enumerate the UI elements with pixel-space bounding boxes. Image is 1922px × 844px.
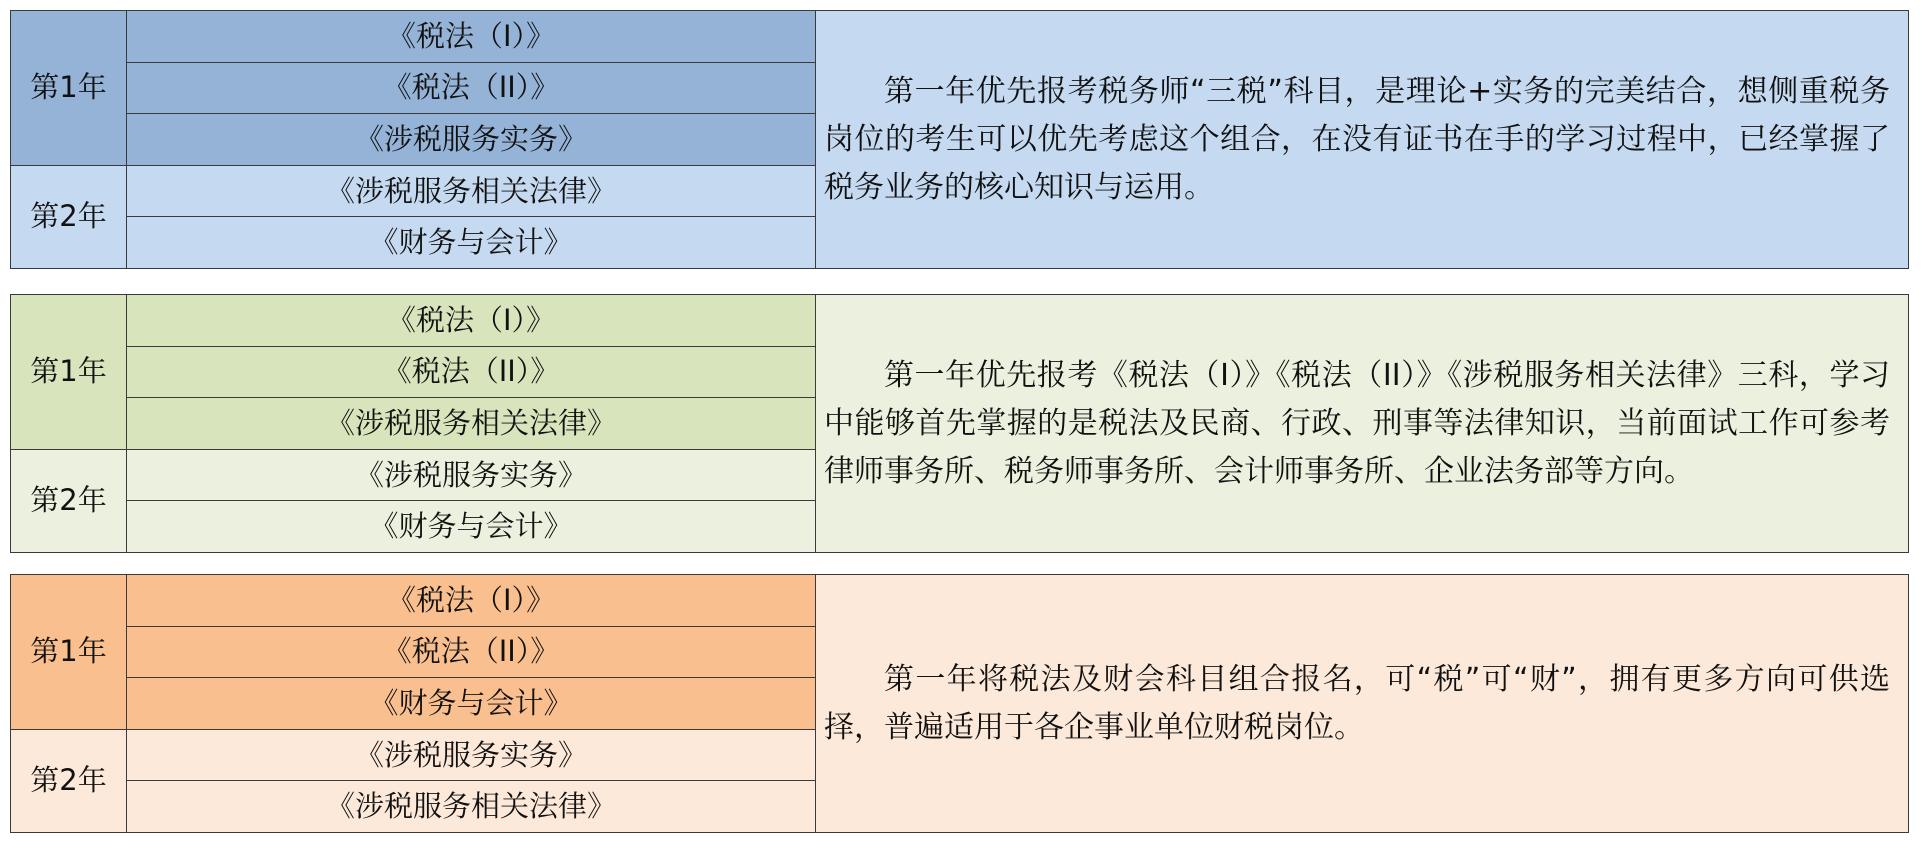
subject-cell: 《涉税服务相关法律》	[127, 781, 816, 833]
subject-cell: 《税法（II）》	[127, 626, 816, 678]
plan-table-1	[10, 10, 1909, 269]
year-1-label: 第1年	[11, 11, 127, 166]
year-1-label: 第1年	[11, 575, 127, 730]
plan-table-3	[10, 574, 1909, 833]
year-2-label: 第2年	[11, 729, 127, 832]
subject-cell: 《税法（I）》	[127, 295, 816, 347]
plan-description: 第一年优先报考《税法（I）》《税法（II）》《涉税服务相关法律》三科，学习中能够首先掌握的是税法及民商、行政、刑事等法律知识，当前面试工作可参考律师事务所、税务师事务所、会计师事务所、企业法务部等方向。	[816, 295, 1909, 553]
year-2-label: 第2年	[11, 165, 127, 268]
subject-cell: 《税法（I）》	[127, 575, 816, 627]
subject-cell: 《涉税服务实务》	[127, 729, 816, 781]
subject-cell: 《涉税服务实务》	[127, 114, 816, 166]
year-1-label: 第1年	[11, 295, 127, 450]
subject-cell: 《涉税服务实务》	[127, 449, 816, 501]
plan-description: 第一年将税法及财会科目组合报名，可“税”可“财”，拥有更多方向可供选择，普遍适用于各企事业单位财税岗位。	[816, 575, 1909, 833]
plan-table-2	[10, 294, 1909, 553]
subject-cell: 《涉税服务相关法律》	[127, 398, 816, 450]
subject-cell: 《涉税服务相关法律》	[127, 165, 816, 217]
subject-cell: 《税法（II）》	[127, 62, 816, 114]
year-2-label: 第2年	[11, 449, 127, 552]
subject-cell: 《税法（II）》	[127, 346, 816, 398]
subject-cell: 《税法（I）》	[127, 11, 816, 63]
subject-cell: 《财务与会计》	[127, 678, 816, 730]
subject-cell: 《财务与会计》	[127, 501, 816, 553]
subject-cell: 《财务与会计》	[127, 217, 816, 269]
plan-description: 第一年优先报考税务师“三税”科目，是理论+实务的完美结合，想侧重税务岗位的考生可以优先考虑这个组合，在没有证书在手的学习过程中，已经掌握了税务业务的核心知识与运用。	[816, 11, 1909, 269]
